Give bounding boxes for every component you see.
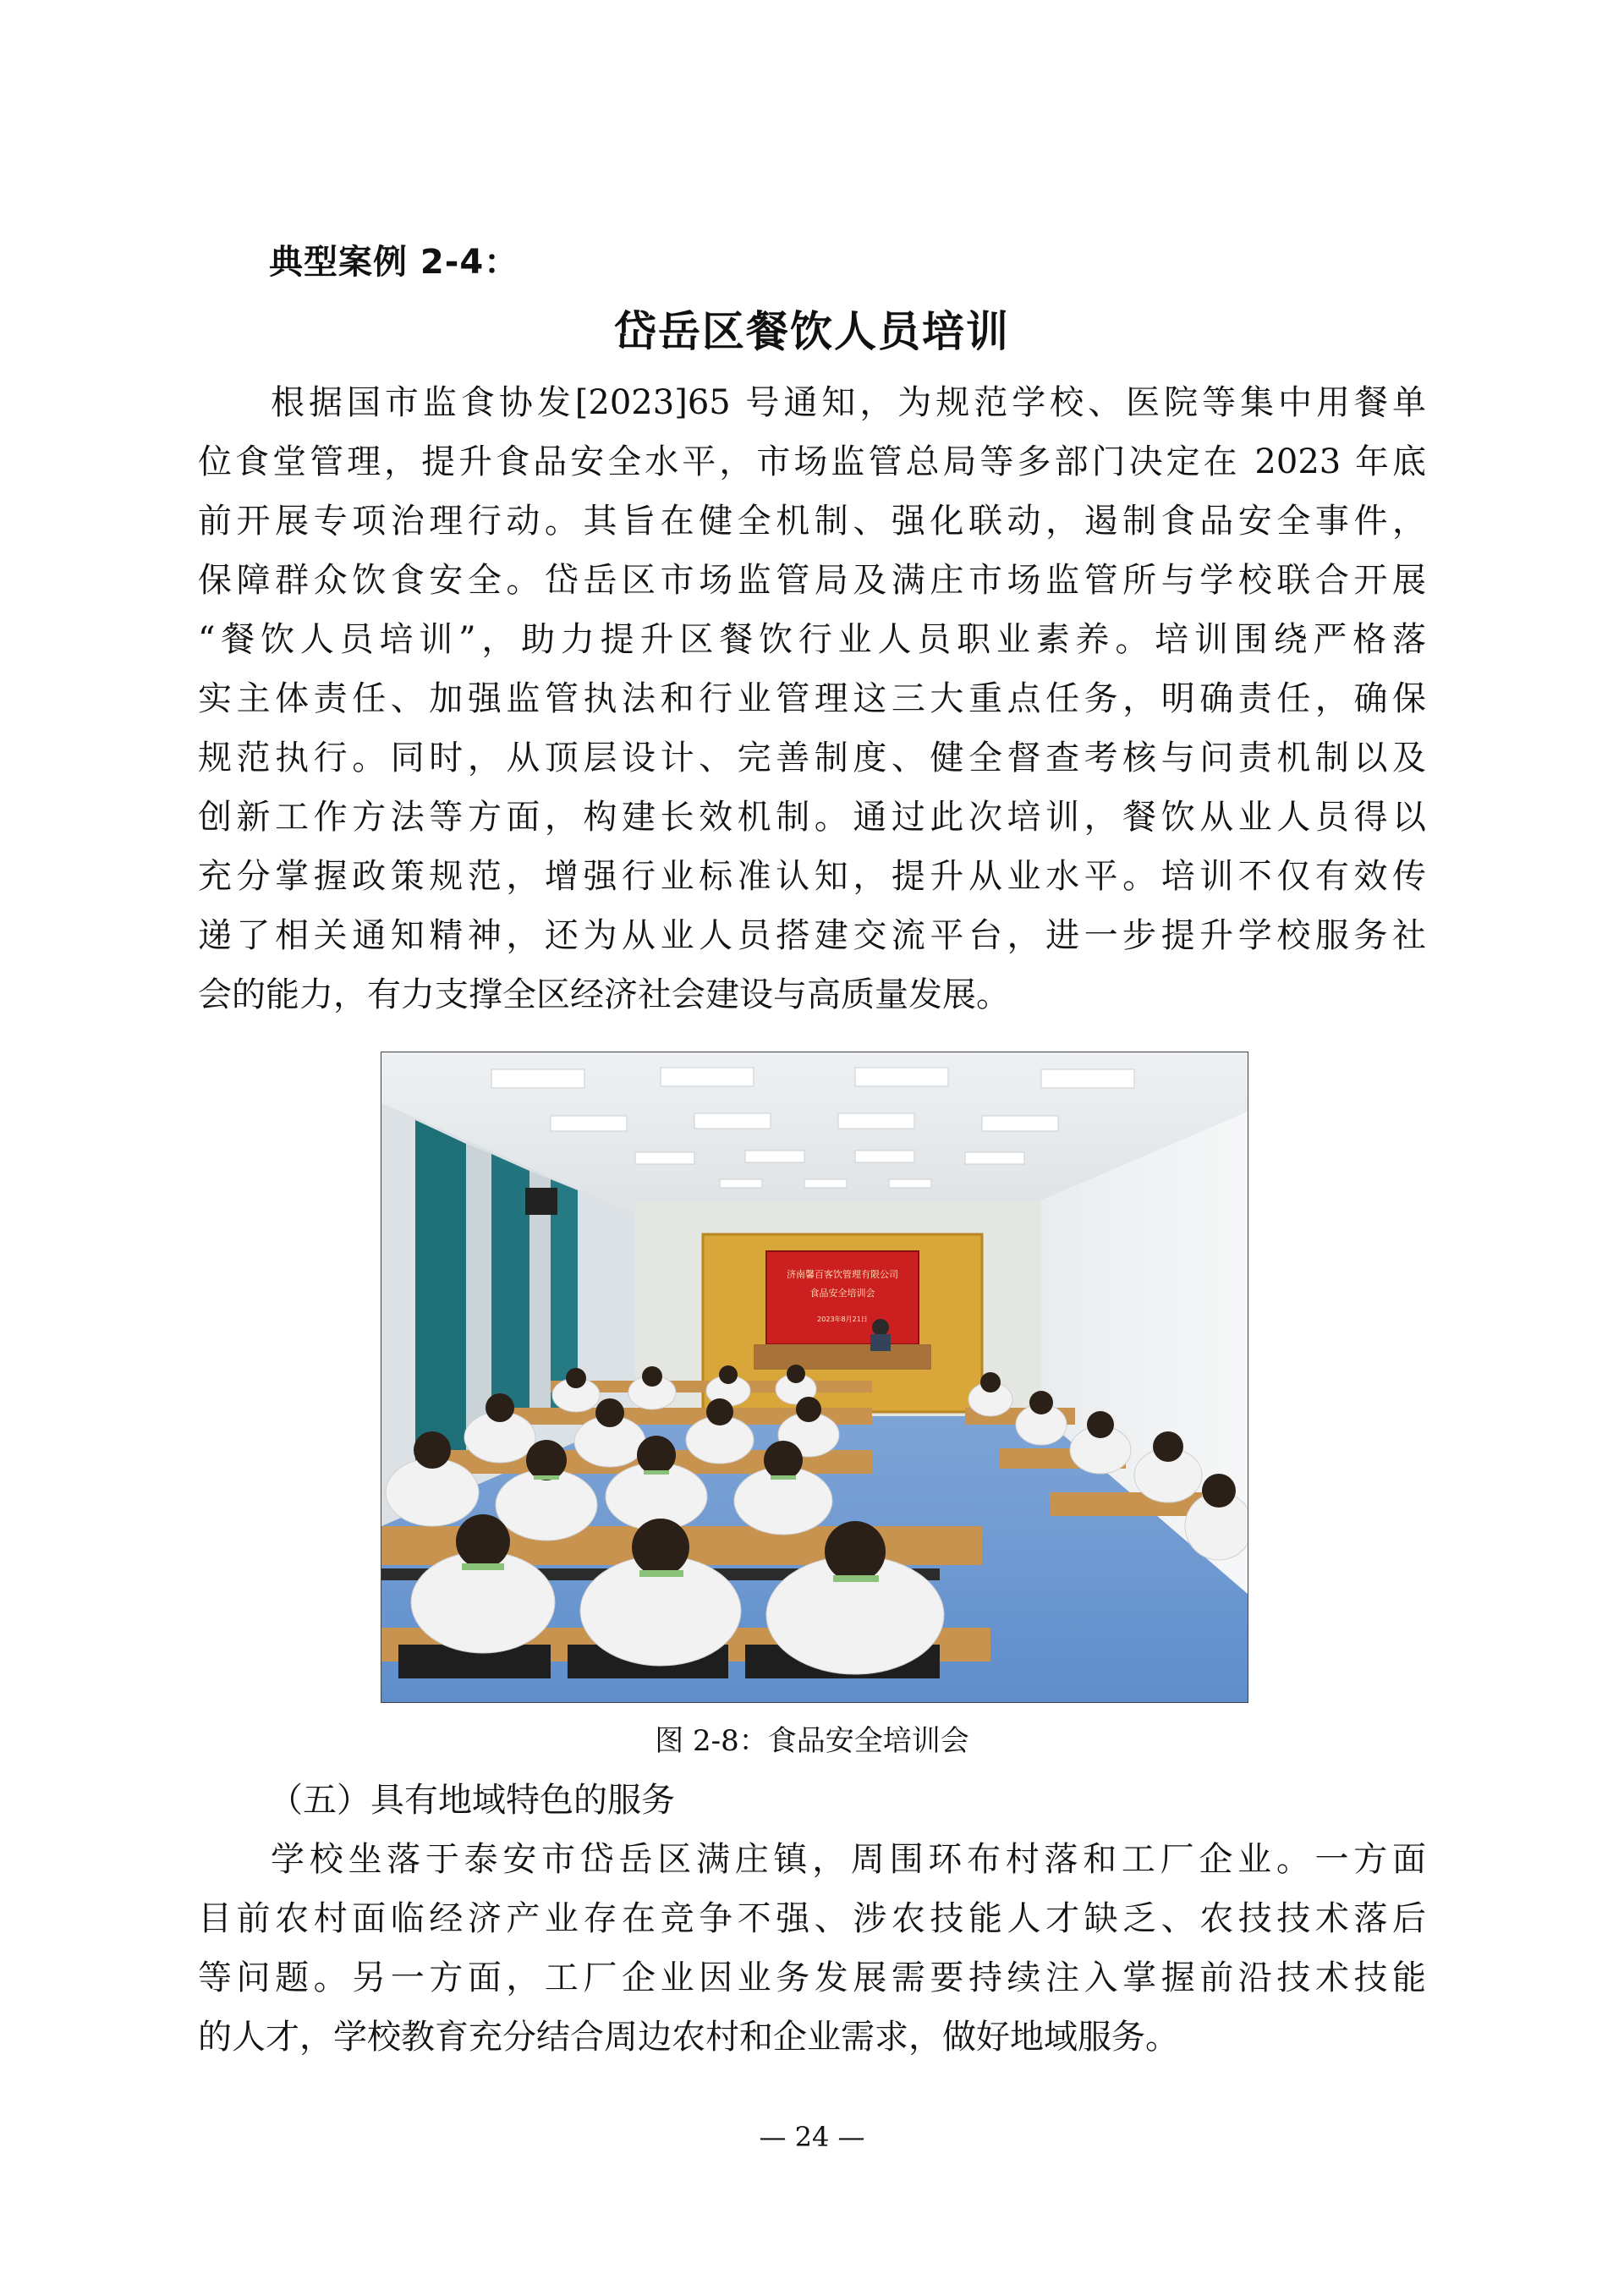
text-line: 规范执行。同时，从顶层设计、完善制度、健全督查考核与问责机制以及 [198, 739, 1426, 777]
case-label: 典型案例 2-4： [269, 243, 519, 282]
section-heading: （五）具有地域特色的服务 [269, 1781, 675, 1820]
text-line: 目前农村面临经济产业存在竞争不强、涉农技能人才缺乏、农技技术落后 [198, 1899, 1426, 1938]
text-line: 会的能力，有力支撑全区经济社会建设与高质量发展。 [198, 975, 1010, 1014]
text-line: 位食堂管理，提升食品安全水平，市场监管总局等多部门决定在 2023 年底 [198, 442, 1426, 481]
text-line: 根据国市监食协发[2023]65 号通知，为规范学校、医院等集中用餐单 [271, 383, 1426, 422]
training-photo [381, 1052, 1248, 1703]
text-line: 实主体责任、加强监管执法和行业管理这三大重点任务，明确责任，确保 [198, 679, 1426, 718]
text-line: 前开展专项治理行动。其旨在健全机制、强化联动，遏制食品安全事件， [198, 502, 1426, 541]
text-line: 保障群众饮食安全。岱岳区市场监管局及满庄市场监管所与学校联合开展 [198, 561, 1426, 600]
text-line: “餐饮人员培训”，助力提升区餐饮行业人员职业素养。培训围绕严格落 [198, 620, 1426, 659]
banner-line-2: 食品安全培训会 [809, 1288, 875, 1299]
banner-line-1: 济南馨百客饮管理有限公司 [787, 1269, 898, 1280]
text-line: 充分掌握政策规范，增强行业标准认知，提升从业水平。培训不仅有效传 [198, 857, 1426, 896]
photo-caption: 图 2-8：食品安全培训会 [655, 1724, 969, 1758]
text-line: 等问题。另一方面，工厂企业因业务发展需要持续注入掌握前沿技术技能 [198, 1958, 1426, 1997]
banner-date: 2023年8月21日 [817, 1316, 868, 1323]
text-line: 递了相关通知精神，还为从业人员搭建交流平台，进一步提升学校服务社 [198, 916, 1426, 955]
page-number: — 24 — [759, 2121, 865, 2153]
text-line: 学校坐落于泰安市岱岳区满庄镇，周围环布村落和工厂企业。一方面 [271, 1840, 1426, 1879]
text-line: 的人才，学校教育充分结合周边农村和企业需求，做好地域服务。 [198, 2018, 1179, 2057]
page-title: 岱岳区餐饮人员培训 [614, 307, 1010, 356]
text-line: 创新工作方法等方面，构建长效机制。通过此次培训，餐饮从业人员得以 [198, 798, 1426, 837]
